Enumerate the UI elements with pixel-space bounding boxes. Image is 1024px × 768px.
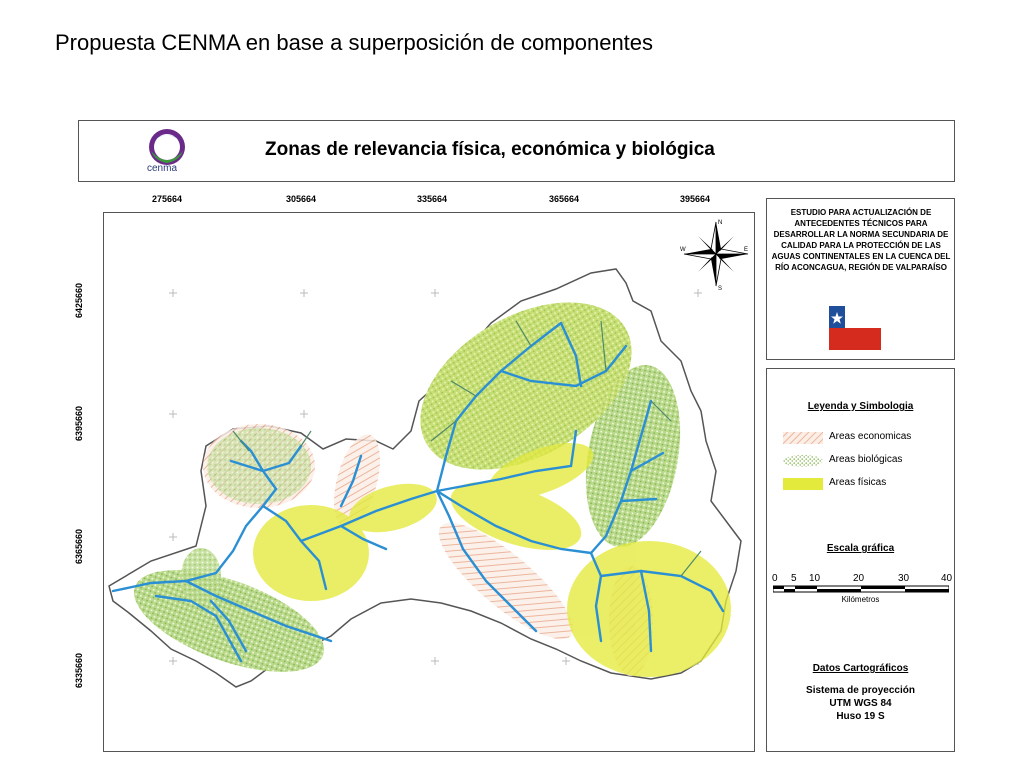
legend-item-economic bbox=[781, 431, 951, 445]
study-description: ESTUDIO PARA ACTUALIZACIÓN DE ANTECEDENTES TÉCNICOS PARA DESARROLLAR LA NORMA SECUNDARIA DE CALIDAD PARA LA PROTECCIÓN DE LAS AGUAS CONTINENTALES EN LA CUENCA DEL RÍO ACONCAGUA, REGIÓN DE VALPARAÍSO bbox=[771, 208, 951, 272]
biological-swatch bbox=[781, 454, 827, 468]
study-info-box bbox=[766, 198, 955, 360]
carto-line: UTM WGS 84 bbox=[829, 698, 892, 709]
map-title-box bbox=[78, 120, 955, 182]
logo-text: cenma bbox=[147, 163, 178, 174]
legend-heading: Leyenda y Simbologia bbox=[807, 401, 914, 412]
svg-text:N: N bbox=[718, 220, 723, 226]
y-tick: 6335660 bbox=[74, 652, 84, 688]
legend-item-biological bbox=[781, 454, 951, 468]
x-tick: 395664 bbox=[680, 194, 711, 204]
scale-heading: Escala gráfica bbox=[826, 543, 895, 554]
x-tick: 275664 bbox=[152, 194, 183, 204]
x-tick: 335664 bbox=[417, 194, 448, 204]
scale-tick: 30 bbox=[898, 573, 910, 584]
scale-tick: 20 bbox=[853, 573, 865, 584]
chile-government-logo bbox=[829, 306, 881, 350]
x-tick: 305664 bbox=[286, 194, 317, 204]
scale-tick: 40 bbox=[941, 573, 953, 584]
scale-tick: 0 bbox=[772, 573, 778, 584]
y-tick: 6425660 bbox=[74, 282, 84, 318]
map-area bbox=[103, 212, 755, 752]
slide-title: Propuesta CENMA en base a superposición de componentes bbox=[55, 30, 654, 55]
physical-swatch bbox=[781, 477, 827, 491]
svg-text:E: E bbox=[744, 247, 749, 253]
north-arrow-icon bbox=[680, 220, 748, 292]
map-title: Zonas de relevancia física, económica y biológica bbox=[265, 139, 715, 160]
y-tick: 6365660 bbox=[74, 528, 84, 564]
svg-text:W: W bbox=[680, 247, 686, 253]
scale-bar bbox=[773, 585, 949, 593]
legend-box bbox=[766, 368, 955, 752]
legend-item-physical bbox=[781, 477, 951, 491]
carto-heading: Datos Cartográficos bbox=[812, 663, 909, 674]
economic-swatch bbox=[781, 431, 827, 445]
svg-text:S: S bbox=[718, 286, 723, 292]
legend-label: Areas biológicas bbox=[829, 454, 903, 465]
carto-line: Sistema de proyección bbox=[806, 685, 915, 696]
y-tick: 6395660 bbox=[74, 405, 84, 441]
carto-line: Huso 19 S bbox=[836, 711, 885, 722]
legend-label: Areas físicas bbox=[829, 477, 887, 488]
x-tick: 365664 bbox=[549, 194, 580, 204]
scale-tick: 5 bbox=[791, 573, 797, 584]
scale-unit: Kilómetros bbox=[841, 595, 880, 604]
basin-map bbox=[104, 213, 754, 751]
scale-tick: 10 bbox=[809, 573, 821, 584]
legend-label: Areas economicas bbox=[829, 431, 912, 442]
